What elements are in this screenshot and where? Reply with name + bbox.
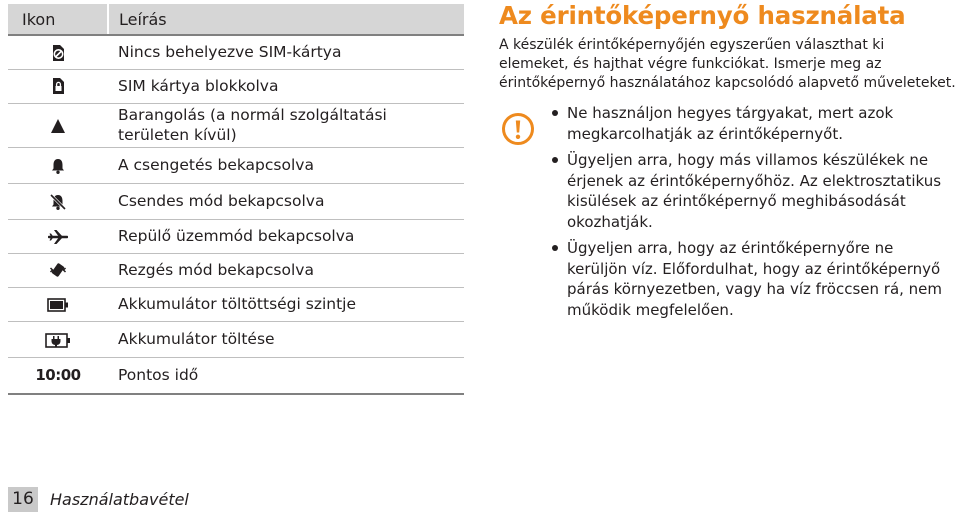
battery-level-icon bbox=[47, 298, 69, 312]
row-description: Repülő üzemmód bekapcsolva bbox=[108, 219, 464, 253]
row-description: Akkumulátor töltése bbox=[108, 321, 464, 357]
footer-chapter-title: Használatbavétel bbox=[50, 490, 189, 509]
column-header-icon: Ikon bbox=[8, 4, 108, 35]
row-description: Barangolás (a normál szolgáltatási területen kívül) bbox=[108, 103, 464, 147]
warning-item: Ne használjon hegyes tárgyakat, mert azok megkarcolhatják az érintőképernyőt. bbox=[549, 103, 957, 144]
table-row bbox=[8, 321, 464, 357]
row-description: Nincs behelyezve SIM-kártya bbox=[108, 35, 464, 69]
table-row bbox=[8, 35, 464, 69]
roaming-icon bbox=[49, 117, 67, 135]
row-description: A csengetés bekapcsolva bbox=[108, 147, 464, 183]
page-number: 16 bbox=[8, 487, 38, 512]
table-row bbox=[8, 183, 464, 219]
warning-block bbox=[499, 103, 957, 320]
row-description: Akkumulátor töltöttségi szintje bbox=[108, 287, 464, 321]
table-row bbox=[8, 287, 464, 321]
row-description: SIM kártya blokkolva bbox=[108, 69, 464, 103]
warning-item: Ügyeljen arra, hogy az érintőképernyőre ne kerüljön víz. Előfordulhat, hogy az érintőképernyő párás környezetben, vagy ha víz fröccsen rá, nem működik megfelelően. bbox=[549, 238, 957, 320]
table-row bbox=[8, 357, 464, 394]
row-description: Pontos idő bbox=[108, 357, 464, 394]
touchscreen-section bbox=[499, 0, 957, 326]
warning-icon bbox=[501, 112, 535, 150]
section-title: Az érintőképernyő használata bbox=[499, 1, 906, 30]
silent-mode-icon bbox=[49, 193, 67, 211]
table-row bbox=[8, 253, 464, 287]
warning-item: Ügyeljen arra, hogy más villamos készülékek ne érjenek az érintőképernyőhöz. Az elektrosztatikus kisülések az érintőképernyő meghibásodását okozhatják. bbox=[549, 150, 957, 232]
airplane-mode-icon bbox=[48, 228, 68, 246]
status-icon-table bbox=[8, 4, 464, 395]
row-description: Csendes mód bekapcsolva bbox=[108, 183, 464, 219]
time-display-icon: 10:00 bbox=[35, 366, 81, 385]
table-row bbox=[8, 219, 464, 253]
warning-list bbox=[549, 103, 957, 320]
battery-charging-icon bbox=[45, 331, 71, 349]
table-row bbox=[8, 69, 464, 103]
table-row bbox=[8, 147, 464, 183]
section-intro: A készülék érintőképernyőjén egyszerűen választhat ki elemeket, és hajthat végre funkciókat. Ismerje meg az érintőképernyő használatához kapcsolódó alapvető műveleteket. bbox=[499, 37, 956, 91]
ringtone-on-icon bbox=[49, 157, 67, 175]
sim-locked-icon bbox=[48, 76, 68, 96]
row-description: Rezgés mód bekapcsolva bbox=[108, 253, 464, 287]
vibration-mode-icon bbox=[48, 260, 68, 280]
sim-missing-icon bbox=[48, 43, 68, 63]
table-header-row bbox=[8, 4, 464, 35]
table-row bbox=[8, 103, 464, 147]
column-header-description: Leírás bbox=[108, 4, 464, 35]
page-footer bbox=[0, 487, 960, 512]
